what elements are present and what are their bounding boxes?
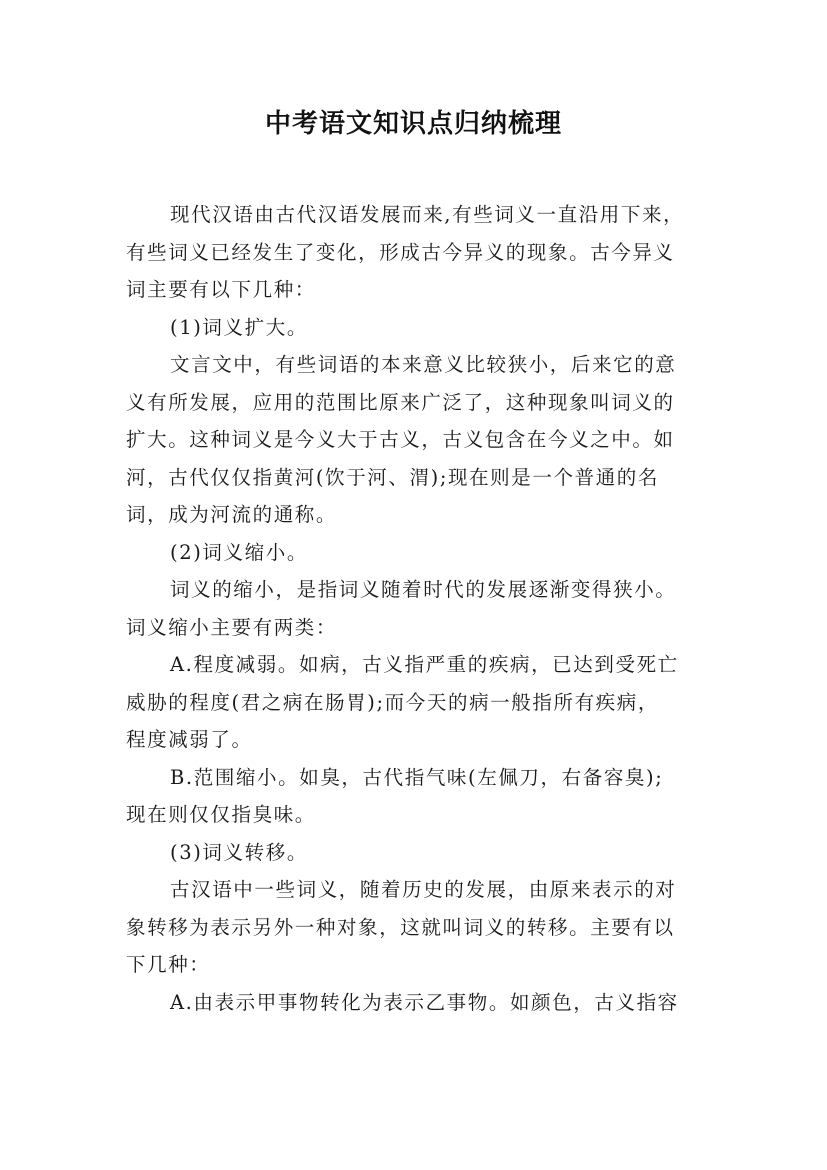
- section-heading: (1)词义扩大。: [170, 315, 308, 339]
- text-line: 下几种：: [126, 953, 211, 976]
- text-line: 古汉语中一些词义，随着历史的发展，由原来表示的对: [170, 878, 677, 901]
- text-line: 有些词义已经发生了变化，形成古今异义的现象。古今异义: [126, 240, 675, 264]
- text-line: 程度减弱了。: [126, 728, 253, 751]
- text-line: 义有所发展，应用的范围比原来广泛了，这种现象叫词义的: [126, 390, 675, 414]
- text-line: 文言文中，有些词语的本来意义比较狭小，后来它的意: [170, 353, 677, 376]
- text-line: 现代汉语由古代汉语发展而来,有些词义一直沿用下来，: [170, 203, 685, 226]
- text-line: 威胁的程度(君之病在肠胃);而今天的病一般指所有疾病，: [126, 690, 659, 714]
- section-heading: (2)词义缩小。: [170, 540, 308, 564]
- text-line: B.范围缩小。如臭，古代指气味(左佩刀，右备容臭);: [170, 765, 664, 789]
- text-line: 词主要有以下几种：: [126, 278, 316, 301]
- text-line: 象转移为表示另外一种对象，这就叫词义的转移。主要有以: [126, 915, 675, 939]
- text-line: A.程度减弱。如病，古义指严重的疾病，已达到受死亡: [170, 653, 679, 676]
- text-line: A.由表示甲事物转化为表示乙事物。如颜色，古义指容: [170, 990, 679, 1014]
- section-heading: (3)词义转移。: [170, 840, 308, 864]
- document-title: 中考语文知识点归纳梳理: [264, 109, 562, 139]
- text-line: 现在则仅仅指臭味。: [126, 803, 316, 826]
- text-line: 词，成为河流的通称。: [126, 503, 338, 526]
- text-line: 词义缩小主要有两类：: [126, 615, 338, 639]
- document-body: [126, 196, 704, 1021]
- text-line: 词义的缩小，是指词义随着时代的发展逐渐变得狭小。: [170, 578, 677, 601]
- text-line: 扩大。这种词义是今义大于古义，古义包含在今义之中。如: [126, 428, 675, 451]
- text-line: 河，古代仅仅指黄河(饮于河、渭);现在则是一个普通的名: [126, 465, 659, 489]
